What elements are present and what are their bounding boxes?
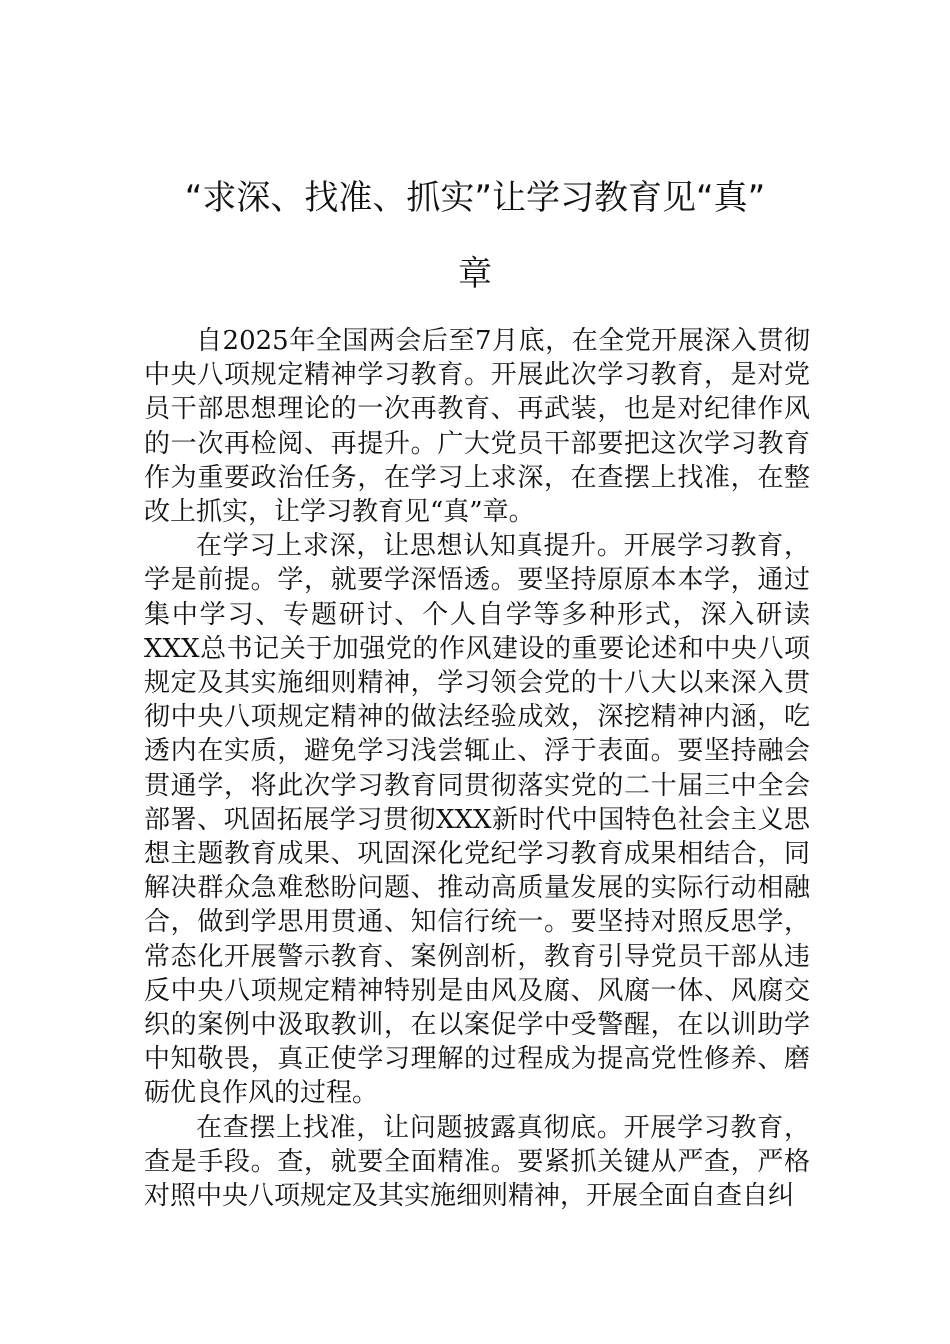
document-title-line-2: 章	[458, 254, 492, 294]
document-title	[120, 160, 830, 312]
document-body	[144, 324, 810, 1213]
document-title-line-1: “求深、找准、抓实”让学习教育见“真”	[184, 178, 766, 218]
body-paragraph-2: 在学习上求深，让思想认知真提升。开展学习教育，学是前提。学，就要学深悟透。要坚持原原本本学，通过集中学习、专题研讨、个人自学等多种形式，深入研读XXX总书记关于加强党的作风建设的重要论述和中央八项规定及其实施细则精神，学习领会党的十八大以来深入贯彻中央八项规定精神的做法经验成效，深挖精神内涵，吃透内在实质，避免学习浅尝辄止、浮于表面。要坚持融会贯通学，将此次学习教育同贯彻落实党的二十届三中全会部署、巩固拓展学习贯彻XXX新时代中国特色社会主义思想主题教育成果、巩固深化党纪学习教育成果相结合，同解决群众急难愁盼问题、推动高质量发展的实际行动相融合，做到学思用贯通、知信行统一。要坚持对照反思学，常态化开展警示教育、案例剖析，教育引导党员干部从违反中央八项规定精神特别是由风及腐、风腐一体、风腐交织的案例中汲取教训，在以案促学中受警醒，在以训助学中知敬畏，真正使学习理解的过程成为提高党性修养、磨砺优良作风的过程。	[144, 531, 810, 1109]
body-paragraph-3: 在查摆上找准，让问题披露真彻底。开展学习教育，查是手段。查，就要全面精准。要紧抓关键从严查，严格对照中央八项规定及其实施细则精神，开展全面自查自纠	[144, 1112, 810, 1212]
body-paragraph-1: 自2025年全国两会后至7月底，在全党开展深入贯彻中央八项规定精神学习教育。开展此次学习教育，是对党员干部思想理论的一次再教育、再武装，也是对纪律作风的一次再检阅、再提升。广大党员干部要把这次学习教育作为重要政治任务，在学习上求深，在查摆上找准，在整改上抓实，让学习教育见“真”章。	[144, 326, 810, 528]
